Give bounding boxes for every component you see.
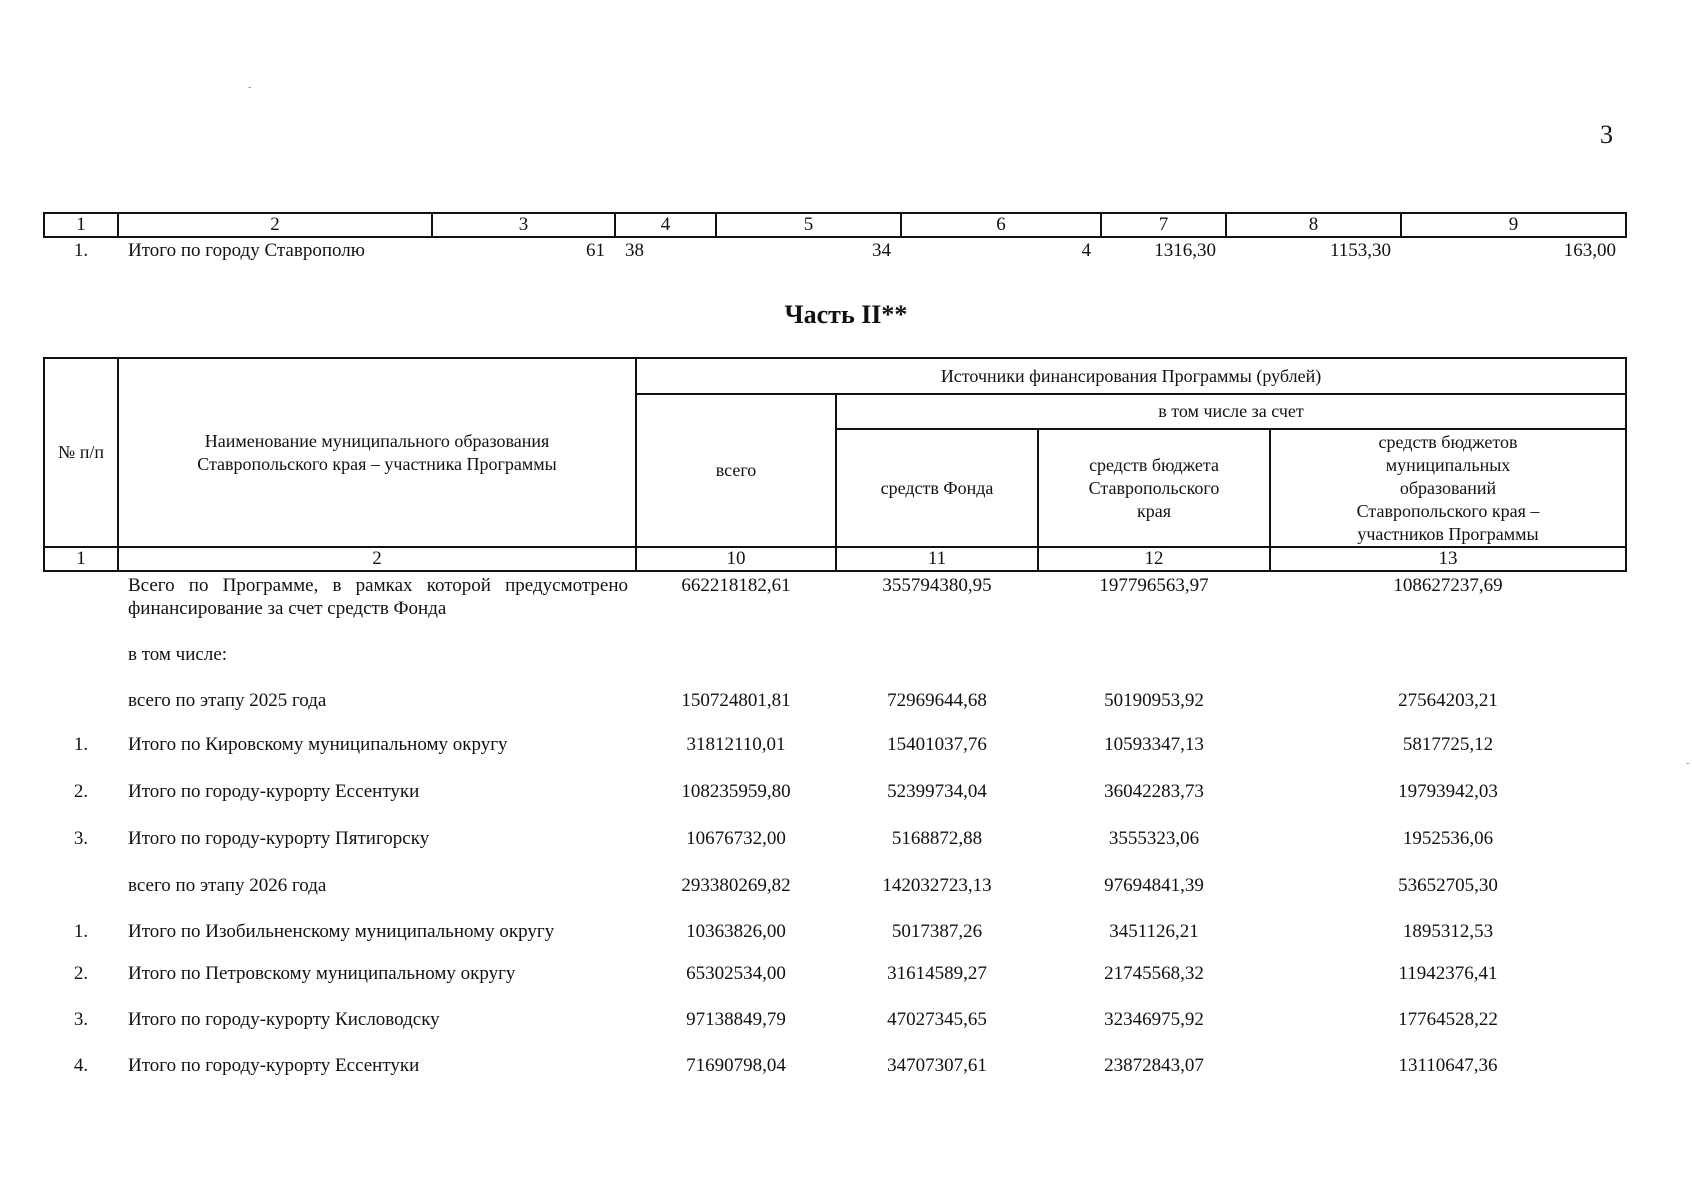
col-number: 2 <box>118 213 432 237</box>
cell-municipal: 108627237,69 <box>1393 575 1503 596</box>
col-number: 13 <box>1270 547 1626 571</box>
col-number: 3 <box>432 213 615 237</box>
scan-mark: - <box>248 82 252 93</box>
table-row <box>44 780 1626 827</box>
scan-mark: - <box>1686 758 1690 769</box>
row-number <box>44 571 118 643</box>
cell-regional: 3451126,21 <box>1109 921 1199 942</box>
cell-total <box>636 643 836 689</box>
part1-table <box>43 212 1627 264</box>
row-name: всего по этапу 2025 года <box>128 690 327 711</box>
row-name: Итого по Кировскому муниципальному округу <box>128 734 508 755</box>
cell-municipal: 27564203,21 <box>1398 690 1498 711</box>
col-number: 2 <box>118 547 636 571</box>
row-number: 1. <box>73 240 89 261</box>
cell-regional: 50190953,92 <box>1104 690 1204 711</box>
cell-value: 38 <box>625 240 644 261</box>
cell-municipal: 19793942,03 <box>1398 781 1498 802</box>
row-name: Итого по городу-курорту Кисловодску <box>128 1009 440 1030</box>
table-row <box>44 237 1626 264</box>
cell-total: 108235959,80 <box>681 781 791 802</box>
row-name: всего по этапу 2026 года <box>128 875 327 896</box>
row-number <box>44 689 118 733</box>
cell-total: 31812110,01 <box>686 734 786 755</box>
cell-fund <box>836 643 1038 689</box>
cell-regional: 36042283,73 <box>1104 781 1204 802</box>
row-number <box>44 874 118 920</box>
cell-municipal: 11942376,41 <box>1398 963 1498 984</box>
row-number: 3. <box>73 828 89 849</box>
cell-value: 163,00 <box>1563 240 1616 261</box>
row-number: 1. <box>73 921 89 942</box>
table-row <box>44 733 1626 780</box>
header-total: всего <box>636 394 836 547</box>
col-number: 8 <box>1226 213 1401 237</box>
row-name: Итого по Петровскому муниципальному округу <box>128 963 516 984</box>
table-row <box>44 962 1626 1008</box>
cell-regional: 32346975,92 <box>1104 1009 1204 1030</box>
table-row <box>44 689 1626 733</box>
cell-fund: 355794380,95 <box>882 575 992 596</box>
cell-regional <box>1038 643 1270 689</box>
cell-value: 1153,30 <box>1329 240 1391 261</box>
col-number: 10 <box>636 547 836 571</box>
cell-fund: 15401037,76 <box>887 734 987 755</box>
col-number: 4 <box>615 213 716 237</box>
header-name: Наименование муниципального образования Ставропольского края – участника Программы <box>118 358 636 547</box>
cell-fund: 52399734,04 <box>887 781 987 802</box>
col-number: 7 <box>1101 213 1226 237</box>
cell-value: 61 <box>586 240 605 261</box>
row-name: Всего по Программе, в рамках которой предусмотрено финансирование за счет средств Фонда <box>128 575 628 619</box>
cell-value: 1316,30 <box>1154 240 1216 261</box>
row-name: Итого по городу-курорту Ессентуки <box>128 781 420 802</box>
table-row <box>44 874 1626 920</box>
cell-fund: 142032723,13 <box>882 875 992 896</box>
header-number: № п/п <box>44 358 118 547</box>
row-number: 4. <box>73 1055 89 1076</box>
cell-regional: 21745568,32 <box>1104 963 1204 984</box>
row-name: Итого по городу-курорту Пятигорску <box>128 828 430 849</box>
cell-total: 150724801,81 <box>681 690 791 711</box>
cell-total: 65302534,00 <box>686 963 786 984</box>
cell-municipal: 13110647,36 <box>1398 1055 1498 1076</box>
row-name: Итого по городу Ставрополю <box>128 240 365 261</box>
table-row <box>44 920 1626 962</box>
header-regional: средств бюджета Ставропольского края <box>1038 429 1270 547</box>
part2-table <box>43 357 1627 1098</box>
cell-value: 4 <box>1081 240 1091 261</box>
cell-fund: 5017387,26 <box>891 921 983 942</box>
header-including: в том числе за счет <box>836 394 1626 429</box>
cell-total: 10676732,00 <box>686 828 786 849</box>
col-number: 6 <box>901 213 1101 237</box>
col-number: 1 <box>44 547 118 571</box>
section-title: Часть II** <box>784 300 908 329</box>
col-number: 5 <box>716 213 901 237</box>
cell-total: 293380269,82 <box>681 875 791 896</box>
row-name: Итого по городу-курорту Ессентуки <box>128 1055 420 1076</box>
cell-fund: 47027345,65 <box>887 1009 987 1030</box>
cell-value: 34 <box>872 240 891 261</box>
col-number: 9 <box>1401 213 1626 237</box>
row-number: 3. <box>73 1009 89 1030</box>
row-number: 2. <box>73 963 89 984</box>
row-name: в том числе: <box>128 644 228 665</box>
table-row <box>44 643 1626 689</box>
cell-regional: 10593347,13 <box>1104 734 1204 755</box>
header-sources: Источники финансирования Программы (рублей) <box>636 358 1626 394</box>
table-row <box>44 1008 1626 1054</box>
col-number: 1 <box>44 213 118 237</box>
cell-regional: 3555323,06 <box>1108 828 1200 849</box>
cell-fund: 34707307,61 <box>887 1055 987 1076</box>
part2-column-numbers <box>44 547 1626 571</box>
part1-column-numbers <box>44 213 1626 237</box>
header-fund: средств Фонда <box>836 429 1038 547</box>
cell-total: 662218182,61 <box>681 575 791 596</box>
row-number: 1. <box>73 734 89 755</box>
cell-fund: 5168872,88 <box>891 828 983 849</box>
cell-municipal: 17764528,22 <box>1398 1009 1498 1030</box>
table-row <box>44 1054 1626 1098</box>
cell-municipal <box>1270 643 1626 689</box>
col-number: 12 <box>1038 547 1270 571</box>
cell-fund: 72969644,68 <box>887 690 987 711</box>
cell-regional: 23872843,07 <box>1104 1055 1204 1076</box>
cell-municipal: 1952536,06 <box>1402 828 1494 849</box>
row-name: Итого по Изобильненскому муниципальному округу <box>128 921 555 942</box>
col-number: 11 <box>836 547 1038 571</box>
table-row <box>44 571 1626 643</box>
table-row <box>44 827 1626 874</box>
cell-municipal: 1895312,53 <box>1402 921 1494 942</box>
page-number: 3 <box>1600 120 1613 149</box>
cell-municipal: 5817725,12 <box>1402 734 1494 755</box>
cell-municipal: 53652705,30 <box>1398 875 1498 896</box>
cell-fund: 31614589,27 <box>887 963 987 984</box>
header-municipal: средств бюджетов муниципальных образований Ставропольского края – участников Программы <box>1270 429 1626 547</box>
cell-total: 10363826,00 <box>686 921 786 942</box>
row-number <box>44 643 118 689</box>
cell-regional: 97694841,39 <box>1104 875 1204 896</box>
row-number: 2. <box>73 781 89 802</box>
cell-total: 97138849,79 <box>686 1009 786 1030</box>
cell-total: 71690798,04 <box>686 1055 786 1076</box>
cell-regional: 197796563,97 <box>1099 575 1209 596</box>
